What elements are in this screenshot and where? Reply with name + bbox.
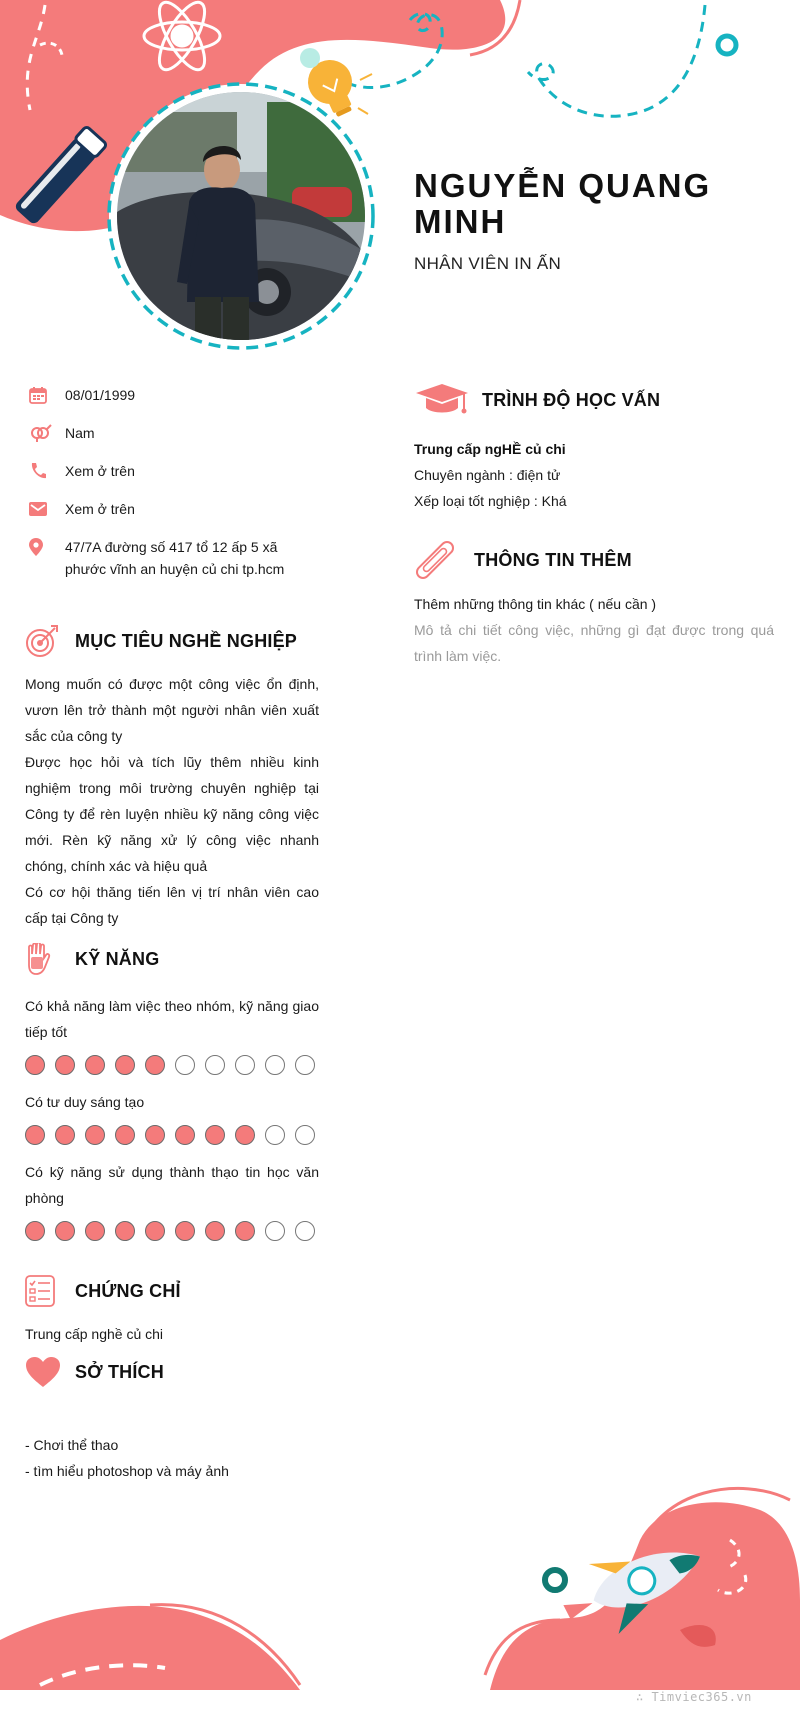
calendar-icon [25,384,65,406]
objective-title: MỤC TIÊU NGHỀ NGHIỆP [75,630,298,651]
candidate-position: NHÂN VIÊN IN ẤN [414,254,562,273]
rating-dot-filled [25,1125,45,1145]
extra-info-title: THÔNG TIN THÊM [474,549,632,570]
profile-photo [117,92,365,340]
rating-dot-filled [85,1055,105,1075]
rating-dot-filled [235,1125,255,1145]
education-section [414,378,774,514]
contact-gender [25,422,325,444]
rating-dot-filled [115,1125,135,1145]
rating-dot-empty [265,1055,285,1075]
skill-rating [25,1125,319,1145]
education-school: Trung cấp ngHỀ củ chi [414,441,566,457]
hobbies-header [25,1352,319,1392]
rating-dot-empty [295,1221,315,1241]
hobby-item: - Chơi thể thao [25,1437,119,1453]
raised-hand-icon [25,943,75,975]
skill-name: Có khả năng làm việc theo nhóm, kỹ năng giao tiếp tốt [25,998,319,1040]
rating-dot-empty [295,1125,315,1145]
contact-email [25,498,325,520]
hobbies-title: SỞ THÍCH [75,1361,164,1382]
heart-icon [25,1356,75,1388]
gender-icon [25,422,65,444]
skills-list [25,993,319,1241]
avatar-frame [105,80,377,352]
rating-dot-filled [205,1125,225,1145]
certificates-section [25,1271,319,1347]
skill-rating [25,1221,319,1241]
certificates-title: CHỨNG CHỈ [75,1280,181,1301]
candidate-name: NGUYỄN QUANG MINH [414,167,712,240]
paperclip-icon [414,540,474,580]
checklist-icon [25,1275,75,1307]
extra-info-section [414,539,774,669]
rating-dot-empty [265,1125,285,1145]
contact-address [25,536,325,580]
watermark: ∴ Timviec365.vn [636,1690,752,1704]
objective-line: Được học hỏi và tích lũy thêm nhiều kinh nghiệm trong môi trường chuyên nghiệp tại Công ty để rèn luyện nhiều kỹ năng công việc mới. Rèn kỹ năng xử lý công việc nhanh chóng, chính xác và hiệu quả [25,754,319,874]
skill-name: Có kỹ năng sử dụng thành thạo tin học văn phòng [25,1164,319,1206]
skill-rating [25,1055,319,1075]
rating-dot-filled [25,1055,45,1075]
hobbies-section [25,1352,319,1484]
extra-info-header [414,539,774,581]
rating-dot-filled [145,1125,165,1145]
education-major: Chuyên ngành : điện tử [414,467,561,483]
rating-dot-filled [85,1125,105,1145]
contact-list [25,384,325,596]
skill-name: Có tư duy sáng tạo [25,1094,145,1110]
rating-dot-empty [295,1055,315,1075]
rating-dot-filled [145,1055,165,1075]
gender-text: Nam [65,425,95,441]
rating-dot-empty [235,1055,255,1075]
rating-dot-filled [55,1125,75,1145]
rating-dot-filled [85,1221,105,1241]
email-link[interactable]: Xem ở trên [65,501,135,517]
objective-line: Có cơ hội thăng tiến lên vị trí nhân viên cao cấp tại Công ty [25,884,319,926]
avatar [117,92,365,340]
skills-title: KỸ NĂNG [75,948,160,969]
rating-dot-empty [175,1055,195,1075]
hobby-item: - tìm hiểu photoshop và máy ảnh [25,1463,229,1479]
certificate-text: Trung cấp nghề củ chi [25,1326,164,1342]
rating-dot-filled [205,1221,225,1241]
rating-dot-filled [175,1125,195,1145]
map-pin-icon [25,536,65,558]
extra-info-line: Thêm những thông tin khác ( nếu cần ) [414,596,657,612]
rating-dot-filled [55,1221,75,1241]
skills-section [25,939,319,1255]
rating-dot-empty [265,1221,285,1241]
contact-birthday [25,384,325,406]
objective-line: Mong muốn có được một công việc ổn định, vươn lên trở thành một người nhân viên xuất sắc của công ty [25,676,319,744]
education-title: TRÌNH ĐỘ HỌC VẤN [482,389,661,410]
rating-dot-filled [175,1221,195,1241]
phone-icon [25,460,65,482]
rating-dot-filled [115,1055,135,1075]
footer-decoration [0,1480,800,1690]
rating-dot-filled [145,1221,165,1241]
education-header [414,378,774,422]
objective-header [25,621,319,661]
address-text: 47/7A đường số 417 tổ 12 ấp 5 xã phước vĩnh an huyện củ chi tp.hcm [65,539,285,577]
certificates-header [25,1271,319,1311]
envelope-icon [25,498,65,520]
phone-link[interactable]: Xem ở trên [65,463,135,479]
target-icon [25,624,75,658]
education-grade: Xếp loại tốt nghiệp : Khá [414,493,567,509]
objective-section [25,621,319,931]
graduation-cap-icon [414,383,482,417]
contact-phone [25,460,325,482]
rating-dot-filled [55,1055,75,1075]
rating-dot-filled [235,1221,255,1241]
skills-header [25,939,319,979]
birthday-text: 08/01/1999 [65,387,136,403]
extra-info-description: Mô tả chi tiết công việc, những gì đạt được trong quá trình làm việc. [414,622,774,664]
rating-dot-empty [205,1055,225,1075]
rating-dot-filled [115,1221,135,1241]
rating-dot-filled [25,1221,45,1241]
